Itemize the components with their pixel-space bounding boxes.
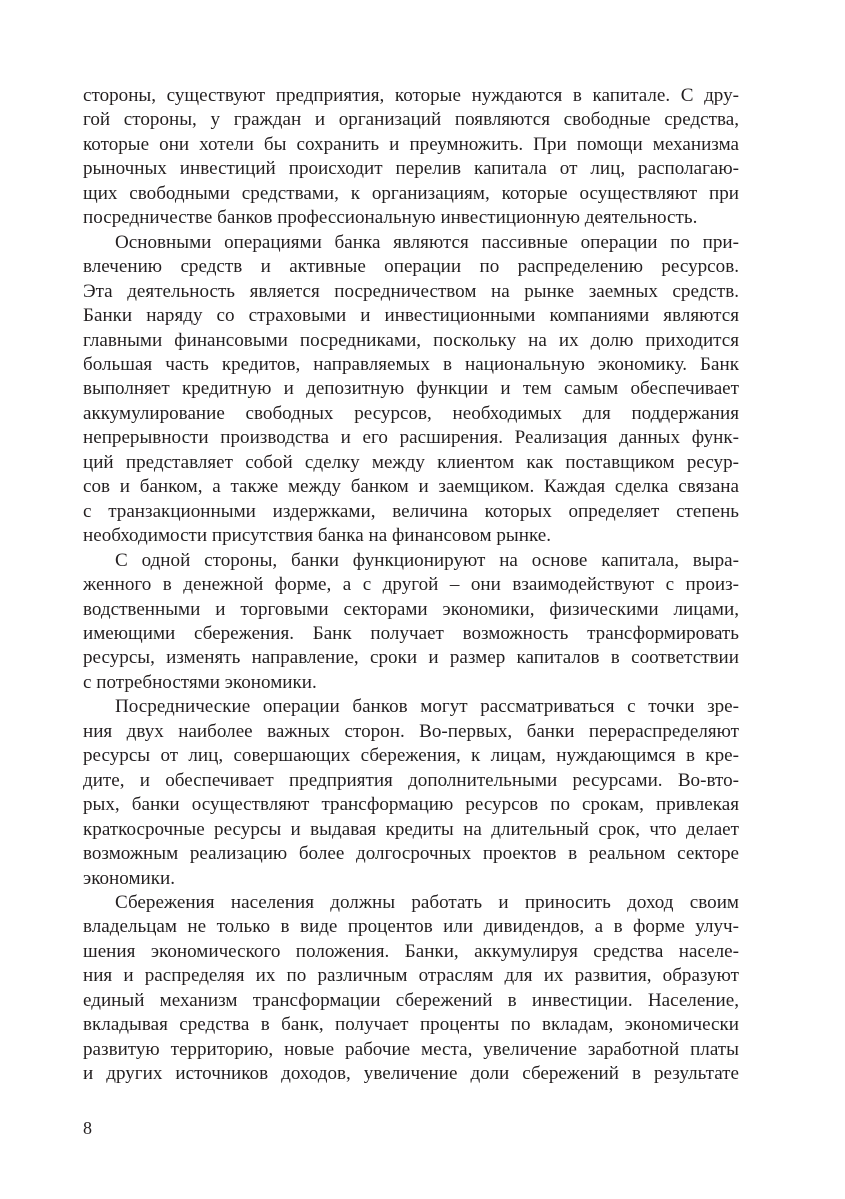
- paragraph-1: [83, 84, 739, 231]
- text-line: краткосрочные ресурсы и выдавая кредиты на длительный срок, что делает: [83, 818, 739, 840]
- text-line: Основными операциями банка являются пассивные операции по при-: [115, 231, 739, 253]
- text-line: развитую территорию, новые рабочие места, увеличение заработной платы: [83, 1038, 739, 1060]
- text-line: Сбережения населения должны работать и приносить доход своим: [115, 891, 739, 913]
- text-line: влечению средств и активные операции по распределению ресурсов.: [83, 256, 739, 278]
- text-line: с транзакционными издержками, величина которых определяет степень: [83, 500, 739, 522]
- text-line: женного в денежной форме, а с другой – они взаимодействуют с произ-: [83, 574, 739, 596]
- text-line: вкладывая средства в банк, получает проценты по вкладам, экономически: [83, 1014, 739, 1036]
- text-line: ния и распределяя их по различным отраслям для их развития, образуют: [83, 965, 739, 987]
- text-line: дите, и обеспечивает предприятия дополнительными ресурсами. Во-вто-: [83, 769, 739, 791]
- paragraph-2: [83, 231, 739, 549]
- text-line: аккумулирование свободных ресурсов, необходимых для поддержания: [83, 402, 739, 424]
- text-line: С одной стороны, банки функционируют на основе капитала, выра-: [115, 549, 739, 571]
- page-number: 8: [83, 1118, 92, 1138]
- text-line: ресурсы от лиц, совершающих сбережения, к лицам, нуждающимся в кре-: [83, 745, 739, 767]
- text-line: водственными и торговыми секторами экономики, физическими лицами,: [83, 598, 739, 620]
- text-line: необходимости присутствия банка на финансовом рынке.: [83, 525, 552, 547]
- text-line: которые они хотели бы сохранить и преумножить. При помощи механизма: [83, 133, 739, 155]
- text-line: имеющими сбережения. Банк получает возможность трансформировать: [83, 622, 739, 644]
- text-line: Посреднические операции банков могут рассматриваться с точки зре-: [115, 696, 739, 718]
- text-line: владельцам не только в виде процентов или дивидендов, а в форме улуч-: [83, 916, 739, 938]
- text-line: рыночных инвестиций происходит перелив капитала от лиц, располагаю-: [83, 158, 739, 180]
- page-body: [83, 84, 739, 1087]
- paragraph-4: [83, 695, 739, 891]
- text-line: стороны, существуют предприятия, которые нуждаются в капитале. С дру-: [83, 85, 739, 106]
- text-line: ния двух наиболее важных сторон. Во-первых, банки перераспределяют: [83, 720, 739, 742]
- text-line: единый механизм трансформации сбережений в инвестиции. Население,: [83, 989, 739, 1011]
- text-line: Эта деятельность является посредничеством на рынке заемных средств.: [83, 280, 739, 302]
- text-line: Банки наряду со страховыми и инвестиционными компаниями являются: [83, 305, 739, 327]
- text-line: непрерывности производства и его расширения. Реализация данных функ-: [83, 427, 739, 449]
- text-line: экономики.: [83, 867, 176, 889]
- paragraph-3: [83, 549, 739, 696]
- text-line: посредничестве банков профессиональную инвестиционную деятельность.: [83, 207, 698, 229]
- text-line: большая часть кредитов, направляемых в национальную экономику. Банк: [83, 353, 739, 375]
- text-line: гой стороны, у граждан и организаций появляются свободные средства,: [83, 109, 739, 131]
- text-line: возможным реализацию более долгосрочных проектов в реальном секторе: [83, 843, 739, 865]
- text-line: ресурсы, изменять направление, сроки и размер капиталов в соответствии: [83, 647, 739, 669]
- text-line: сов и банком, а также между банком и заемщиком. Каждая сделка связана: [83, 476, 739, 498]
- text-line: ций представляет собой сделку между клиентом как поставщиком ресур-: [83, 451, 739, 473]
- text-line: рых, банки осуществляют трансформацию ресурсов по срокам, привлекая: [83, 794, 739, 816]
- text-line: шения экономического положения. Банки, аккумулируя средства населе-: [83, 940, 739, 962]
- text-line: выполняет кредитную и депозитную функции и тем самым обеспечивает: [83, 378, 739, 400]
- paragraph-5: [83, 891, 739, 1087]
- text-line: главными финансовыми посредниками, поскольку на их долю приходится: [83, 329, 739, 351]
- text-line: и других источников доходов, увеличение доли сбережений в результате: [83, 1063, 739, 1085]
- text-line: с потребностями экономики.: [83, 671, 317, 693]
- text-line: щих свободными средствами, к организациям, которые осуществляют при: [83, 182, 739, 204]
